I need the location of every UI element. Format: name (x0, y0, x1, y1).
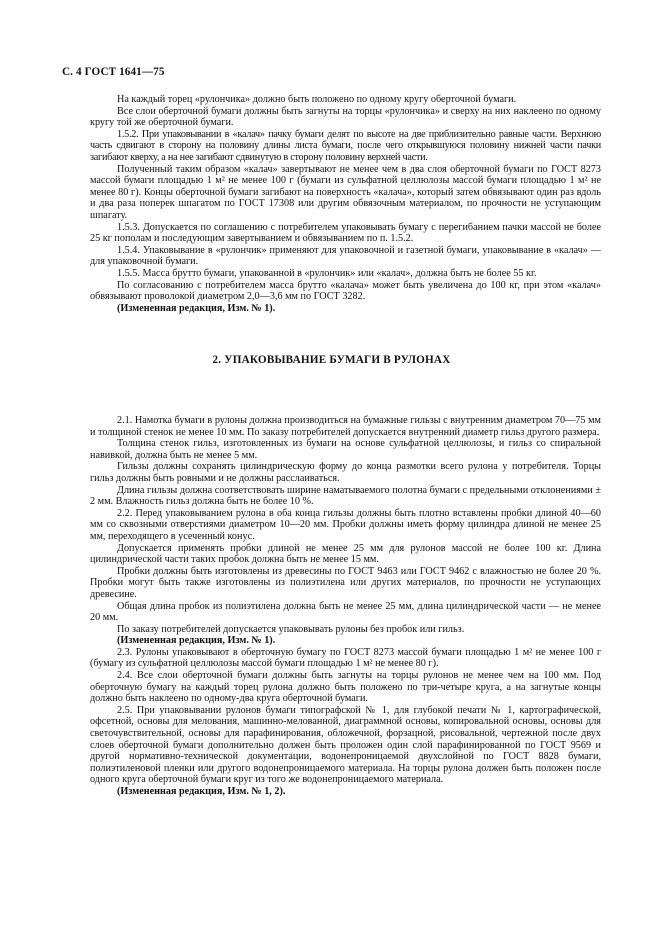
paragraph: 1.5.2. При упаковывании в «калач» пачку бумаги делят по высоте на две приблизительно равные части. Верхнюю часть сдвигают в сторону на половину длины листа бумаги, после чего открывшуюся половину нижней части пачки загибают кверху, а на нее загибают сдвинутую в сторону половину верхней части. (90, 128, 601, 163)
paragraph: Общая длина пробок из полиэтилена должна быть не менее 25 мм, длина цилиндрической части — не менее 20 мм. (90, 600, 601, 624)
amendment-note: (Измененная редакция, Изм. № 1). (117, 635, 276, 647)
section-2-body (90, 415, 601, 798)
paragraph: Гильзы должны сохранять цилиндрическую форму до конца размотки всего рулона у потребителя. Торцы гильз должны быть ровными и не должны расслаиваться. (90, 461, 601, 484)
section-1-continuation (90, 94, 601, 314)
paragraph: По согласованию с потребителем масса брутто «калача» может быть увеличена до 100 кг, при этом «калач» обвязывают проволокой диаметром 2,0—3,6 мм по ГОСТ 3282. (90, 279, 601, 303)
paragraph: 2.3. Рулоны упаковывают в оберточную бумагу по ГОСТ 8273 массой бумаги площадью 1 м² не менее 100 г (бумагу из сульфатной целлюлозы массой бумаги площадью 1 м² не менее 80 г). (90, 646, 601, 670)
paragraph: Длина гильзы должна соответствовать ширине наматываемого полотна бумаги с предельными отклонениями ± 2 мм. Влажность гильз должна быть не более 10 %. (90, 484, 601, 508)
amendment-note: (Измененная редакция, Изм. № 1, 2). (117, 786, 286, 797)
paragraph: 1.5.5. Масса брутто бумаги, упакованной в «рулончик» или «калач», должна быть не более 55 кг. (117, 267, 537, 279)
section-title: 2. УПАКОВЫВАНИЕ БУМАГИ В РУЛОНАХ (212, 354, 451, 366)
amendment-note: (Измененная редакция, Изм. № 1). (117, 302, 276, 314)
paragraph: Полученный таким образом «калач» завертывают не менее чем в два слоя оберточной бумаги по ГОСТ 8273 массой бумаги площадью 1 м² не менее 100 г (бумаги из сульфатной целлюлозы массой бумаги площадью 1 м² не менее 80 г). Концы оберточной бумаги загибают на поверхность «калача», который затем обвязывают один раз вдоль и два раза поперек шпагатом по ГОСТ 17308 или другим обвязочным материалом, по прочности не уступающим шпагату. (90, 163, 601, 221)
paragraph: Толщина стенок гильз, изготовленных из бумаги на основе сульфатной целлюлозы, и гильз со спиральной навивкой, должна быть не менее 5 мм. (90, 438, 601, 461)
paragraph: 2.2. Перед упаковыванием рулона в оба конца гильзы должны быть плотно вставлены пробки длиной 40—60 мм со сквозными отверстиями диаметром 10—20 мм. Пробки должны иметь форму цилиндра длиной не менее 25 мм, переходящего в усеченный конус. (90, 507, 601, 542)
paragraph: На каждый торец «рулончика» должно быть положено по одному кругу оберточной бумаги. (117, 94, 517, 105)
paragraph: Допускается применять пробки длиной не менее 25 мм для рулонов массой не более 100 кг. Длина цилиндрической части таких пробок должна быть не менее 15 мм. (90, 542, 601, 566)
page-header: С. 4 ГОСТ 1641—75 (62, 66, 165, 78)
paragraph: 1.5.4. Упаковывание в «рулончик» применяют для упаковочной и газетной бумаги, упаковывание в «калач» — для упаковочной бумаги. (90, 244, 601, 268)
paragraph: По заказу потребителей допускается упаковывать рулоны без пробок или гильз. (117, 623, 465, 635)
paragraph: 2.4. Все слои оберточной бумаги должны быть загнуты на торцы рулонов не менее чем на 100 мм. Под оберточную бумагу на каждый торец рулона должно быть положено по три-четыре круга, а на загнутые концы должно быть наклеено по одному-два круга оберточной бумаги. (90, 670, 601, 705)
paragraph: 1.5.3. Допускается по соглашению с потребителем упаковывать бумагу с перегибанием пачки массой не более 25 кг пополам и последующим завертыванием и обвязыванием по п. 1.5.2. (90, 221, 601, 245)
paragraph: 2.5. При упаковывании рулонов бумаги типографской № 1, для глубокой печати № 1, картографической, офсетной, основы для мелования, машинно-мелованной, диаграммной основы, копировальной основы, основы для светочувствительной, основы для парафинирования, обложечной, форзацной, рисовальной, чертежной после двух слоев оберточной бумаги дополнительно должен быть проложен один слой парафинированной по ГОСТ 9569 и другой нормативно-технической документации, водонепроницаемой двухслойной по ГОСТ 8828 бумаги, полиэтиленовой пленки или другого водонепроницаемого материала. На торцы рулона должен быть положен после одного круга оберточной бумаги круг из того же водонепроницаемого материала. (90, 704, 601, 786)
paragraph: Все слои оберточной бумаги должны быть загнуты на торцы «рулончика» и сверху на них наклеено по одному кругу той же оберточной бумаги. (90, 105, 601, 129)
paragraph: Пробки должны быть изготовлены из древесины по ГОСТ 9463 или ГОСТ 9462 с влажностью не более 20 %. Пробки могут быть также изготовлены из полиэтилена или других материалов, по прочности не уступающих древесине. (90, 565, 601, 600)
paragraph: 2.1. Намотка бумаги в рулоны должна производиться на бумажные гильзы с внутренним диаметром 70—75 мм и толщиной стенок не менее 10 мм. По заказу потребителей допускается внутренний диаметр гильз другого размера. (90, 415, 601, 438)
